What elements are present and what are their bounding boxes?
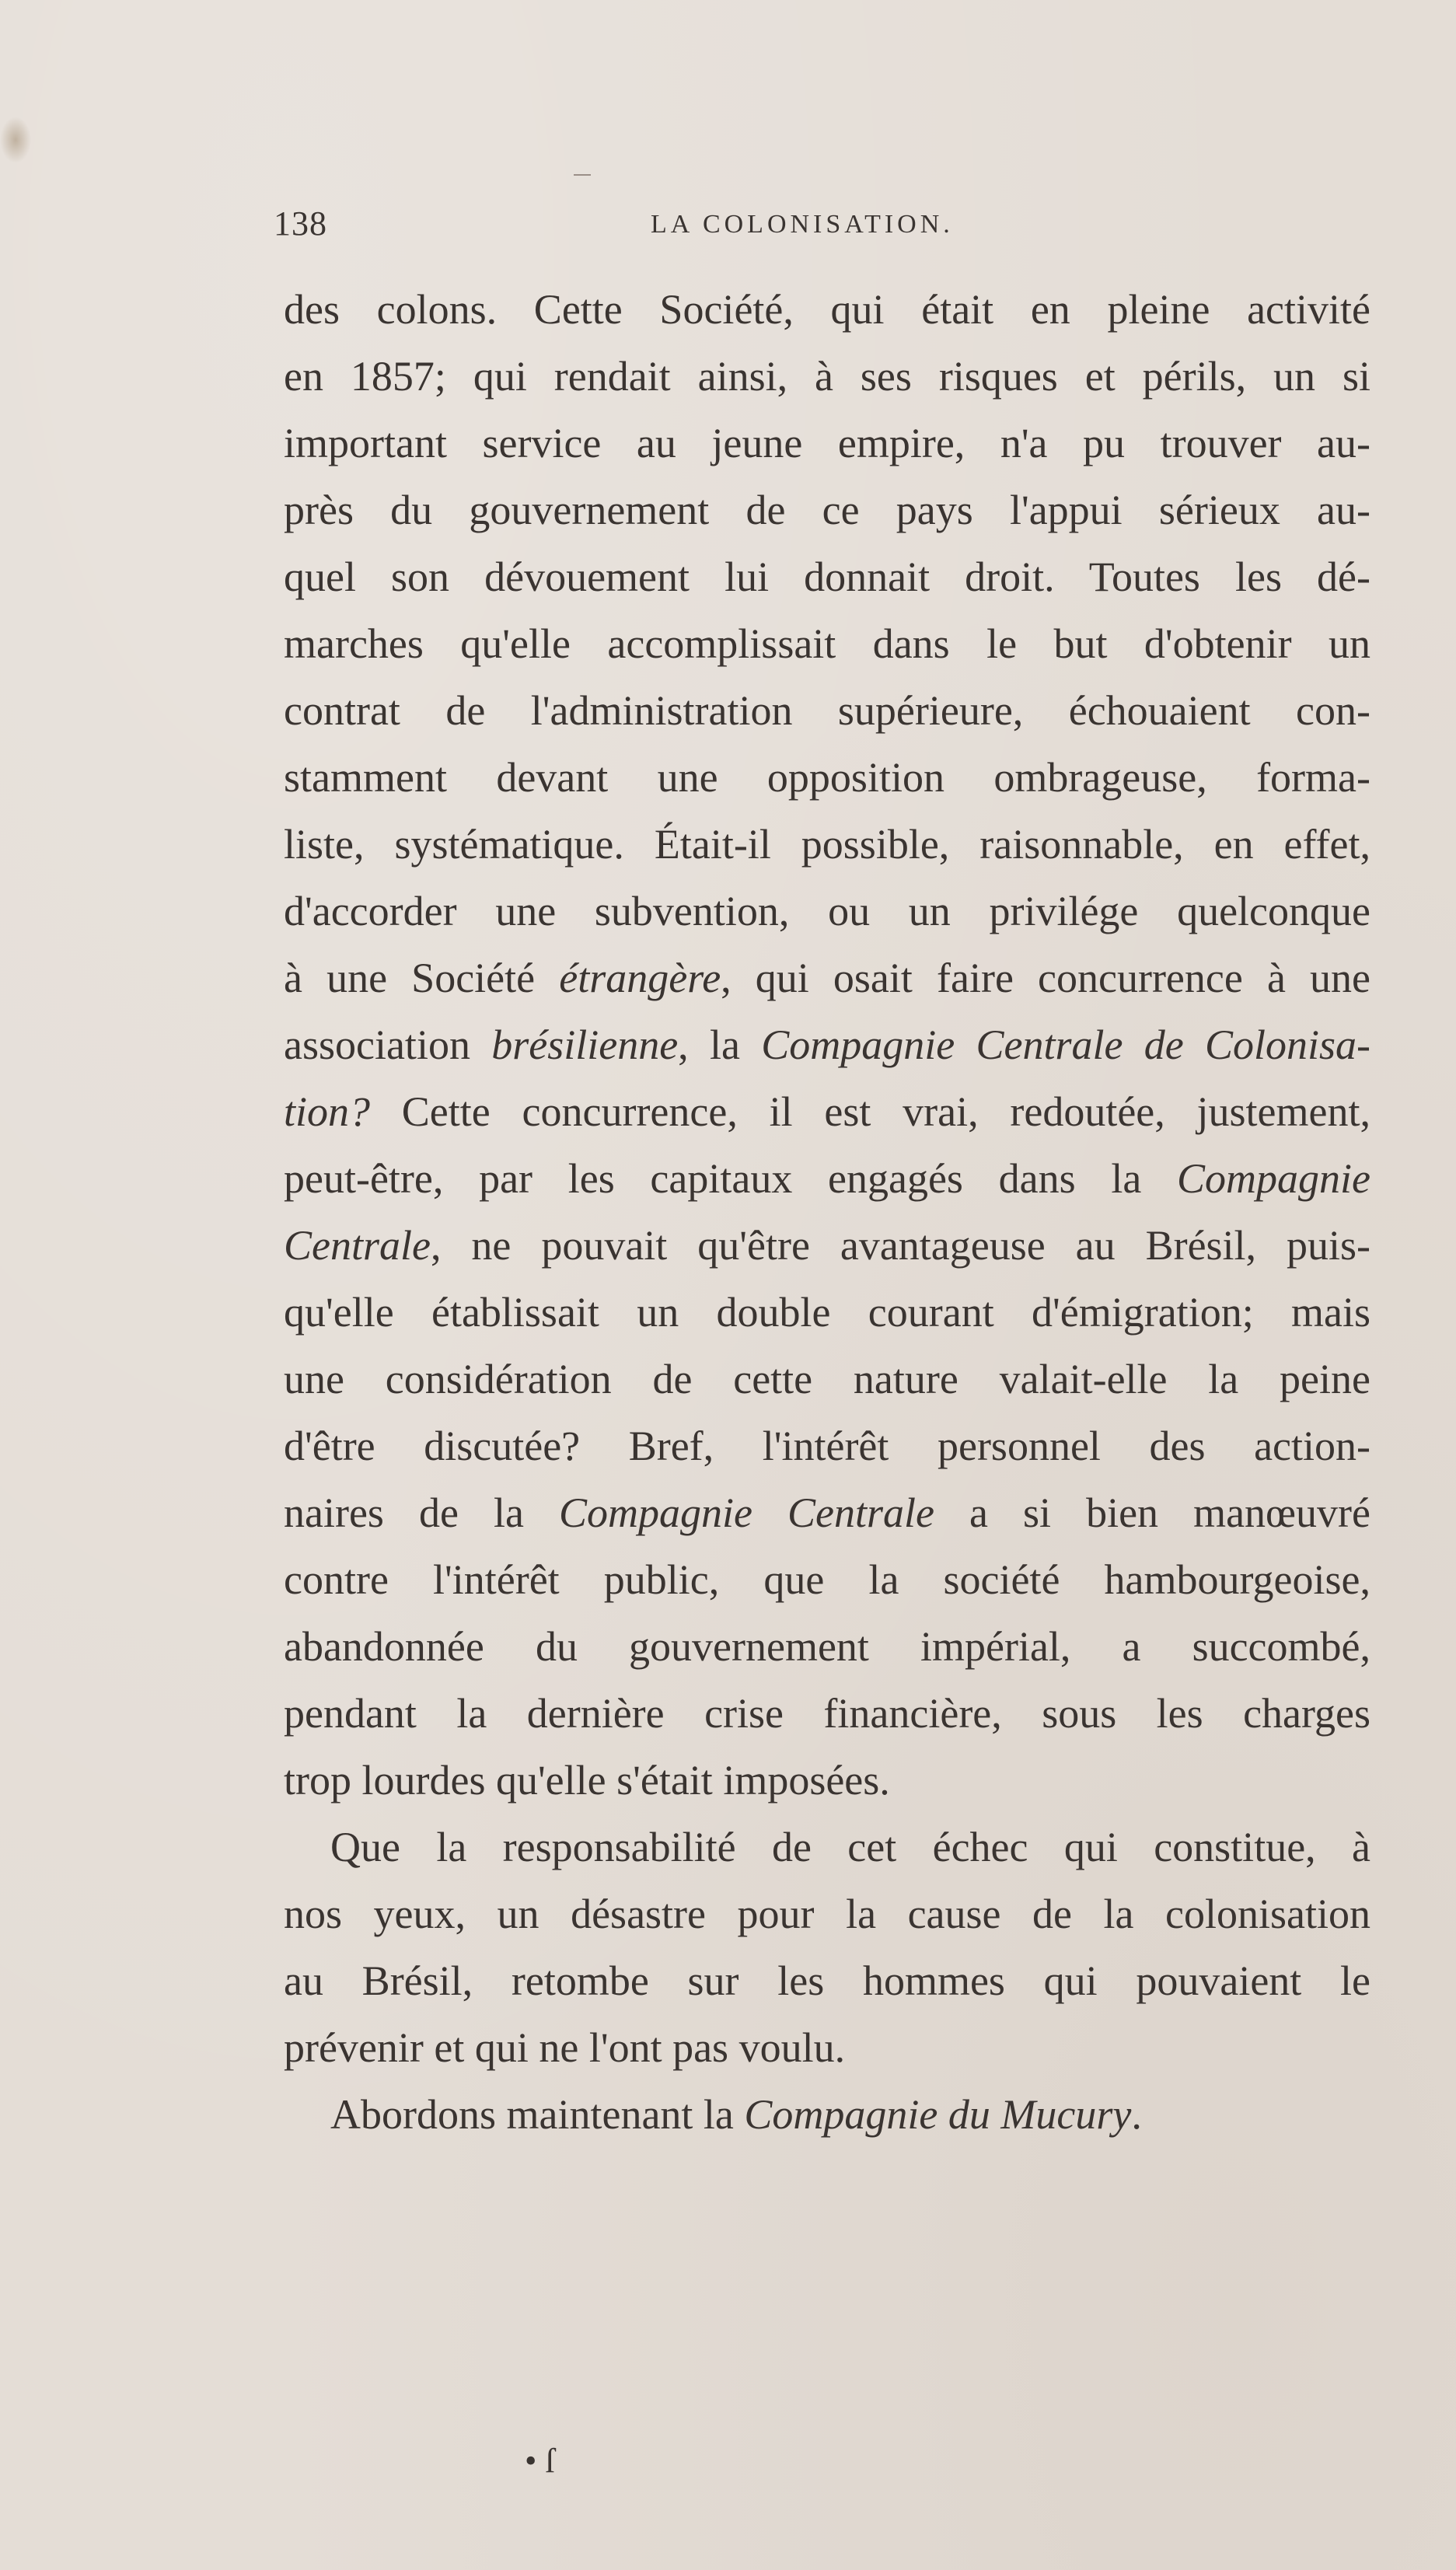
text-segment: , la [678, 1021, 762, 1068]
italic-term: brésilienne [491, 1021, 679, 1068]
text-line: d'être discutée? Bref, l'intérêt personnel des action- [284, 1423, 1370, 1469]
text-line [284, 2081, 1370, 2148]
text-line: nos yeux, un désastre pour la cause de la colonisation [284, 1891, 1370, 1937]
text-line: contre l'intérêt public, que la société hambourgeoise, [284, 1556, 1370, 1603]
italic-term: Compagnie [1177, 1155, 1370, 1202]
text-line: au Brésil, retombe sur les hommes qui pouvaient le [284, 1957, 1370, 2004]
body-text [284, 276, 1370, 2148]
text-segment: . [1131, 2091, 1142, 2138]
text-line [284, 1145, 1370, 1212]
text-segment: peut-être, par les capitaux engagés dans la [284, 1155, 1177, 1202]
text-line: en 1857; qui rendait ainsi, à ses risques et périls, un si [284, 353, 1370, 400]
text-segment: à une Société [284, 955, 560, 1001]
italic-term: Centrale [284, 1222, 431, 1269]
text-line [284, 1479, 1370, 1546]
italic-term: Compagnie Centrale de Colonisa- [761, 1021, 1370, 1068]
italic-term: Compagnie Centrale [558, 1489, 934, 1536]
text-line: prévenir et qui ne l'ont pas voulu. [284, 2024, 846, 2071]
text-line: important service au jeune empire, n'a pu trouver au- [284, 420, 1370, 466]
text-segment: , qui osait faire concurrence à une [721, 955, 1370, 1001]
page-stain [0, 117, 31, 163]
text-line: stamment devant une opposition ombrageuse, forma- [284, 754, 1370, 801]
text-segment: association [284, 1021, 492, 1068]
footer-marks: • ſ [525, 2442, 555, 2480]
text-line [284, 1078, 1370, 1145]
text-segment: Abordons maintenant la [330, 2091, 745, 2138]
italic-term: Compagnie du Mucury [744, 2091, 1132, 2138]
text-line [284, 1011, 1370, 1078]
text-line: trop lourdes qu'elle s'était imposées. [284, 1757, 890, 1804]
text-segment: Cette concurrence, il est vrai, redoutée, justement, [370, 1088, 1370, 1135]
text-line: pendant la dernière crise financière, sous les charges [284, 1690, 1370, 1737]
page-number: 138 [274, 204, 327, 243]
text-line: d'accorder une subvention, ou un privilége quelconque [284, 888, 1370, 934]
text-line: liste, systématique. Était-il possible, raisonnable, en effet, [284, 821, 1370, 868]
text-line: des colons. Cette Société, qui était en pleine activité [284, 286, 1370, 333]
text-line: marches qu'elle accomplissait dans le but d'obtenir un [284, 620, 1370, 667]
text-segment: a si bien manœuvré [934, 1489, 1370, 1536]
running-head: LA COLONISATION. [651, 210, 954, 239]
page-header [274, 204, 1377, 250]
text-line: contrat de l'administration supérieure, échouaient con- [284, 687, 1370, 734]
text-line: quel son dévouement lui donnait droit. Toutes les dé- [284, 553, 1370, 600]
italic-term: tion? [284, 1088, 371, 1135]
text-line: une considération de cette nature valait-elle la peine [284, 1356, 1370, 1402]
text-line: près du gouvernement de ce pays l'appui sérieux au- [284, 487, 1370, 533]
text-line [284, 1212, 1370, 1279]
text-segment: naires de la [284, 1489, 559, 1536]
text-line [284, 945, 1370, 1011]
text-line: Que la responsabilité de cet échec qui constitue, à [330, 1824, 1370, 1870]
printer-mark [574, 174, 591, 176]
text-line: qu'elle établissait un double courant d'émigration; mais [284, 1289, 1370, 1336]
text-line: abandonnée du gouvernement impérial, a succombé, [284, 1623, 1370, 1670]
italic-term: étrangère [559, 955, 721, 1001]
text-segment: , ne pouvait qu'être avantageuse au Brésil, puis- [430, 1222, 1370, 1269]
